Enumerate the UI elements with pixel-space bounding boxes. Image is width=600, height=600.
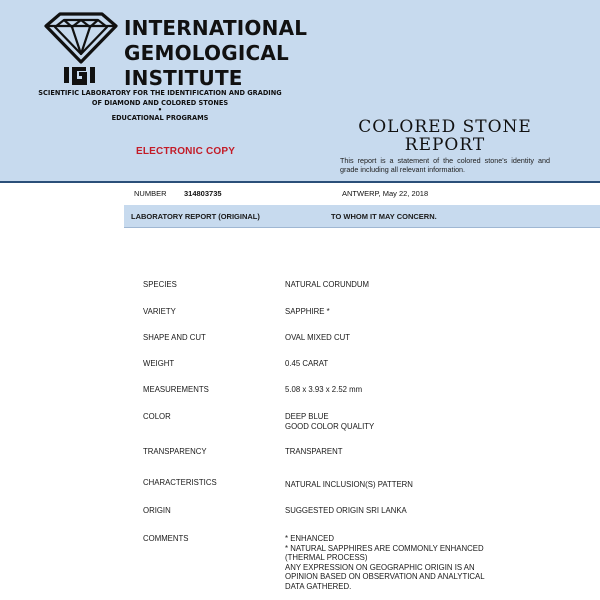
measurements-label: MEASUREMENTS	[143, 385, 209, 394]
measurements-value-line: 5.08 x 3.93 x 2.52 mm	[285, 385, 363, 394]
transparency-value-line: TRANSPARENT	[285, 447, 343, 456]
report-number-label: NUMBER	[134, 189, 167, 198]
report-meta-row	[124, 187, 600, 201]
variety-value-line: SAPPHIRE *	[285, 307, 330, 316]
characteristics-value	[285, 480, 413, 490]
institute-name-line: INTERNATIONAL	[124, 16, 308, 40]
report-title-line: REPORT	[404, 135, 486, 155]
variety-value	[285, 307, 330, 317]
report-place-date: ANTWERP, May 22, 2018	[342, 189, 429, 198]
copy-word: COPY	[203, 146, 236, 157]
tagline-line: SCIENTIFIC LABORATORY FOR THE IDENTIFICATION AND GRADING	[38, 89, 282, 97]
institute-name	[124, 16, 307, 91]
institute-tagline	[20, 88, 300, 123]
characteristics-label: CHARACTERISTICS	[143, 478, 217, 487]
report-number-value: 314803735	[184, 189, 222, 198]
transparency-label: TRANSPARENCY	[143, 447, 207, 456]
tagline-bullet: •	[157, 106, 163, 114]
comments-value-line: OPINION BASED ON OBSERVATION AND ANALYTICAL	[285, 572, 485, 581]
weight-value	[285, 359, 328, 369]
shape-and-cut-label: SHAPE AND CUT	[143, 333, 206, 342]
shape-and-cut-value-line: OVAL MIXED CUT	[285, 333, 350, 342]
comments-value	[285, 534, 485, 591]
report-title-line: COLORED STONE	[358, 117, 532, 137]
comments-value-line: (THERMAL PROCESS)	[285, 553, 368, 562]
lab-report-type: LABORATORY REPORT (ORIGINAL)	[131, 212, 260, 221]
comments-value-line: DATA GATHERED.	[285, 581, 352, 591]
measurements-value	[285, 385, 362, 395]
electronic-copy-label	[136, 146, 235, 157]
origin-value-line: SUGGESTED ORIGIN SRI LANKA	[285, 506, 407, 515]
weight-label: WEIGHT	[143, 359, 175, 368]
institute-name-line: GEMOLOGICAL	[124, 41, 289, 65]
lab-report-recipient: TO WHOM IT MAY CONCERN.	[331, 212, 437, 221]
origin-value	[285, 506, 407, 516]
comments-value-line: * NATURAL SAPPHIRES ARE COMMONLY ENHANCED	[285, 543, 484, 553]
report-title	[330, 118, 560, 154]
color-value-line: GOOD COLOR QUALITY	[285, 421, 375, 431]
weight-value-line: 0.45 CARAT	[285, 359, 329, 368]
species-value-line: NATURAL CORUNDUM	[285, 280, 370, 289]
header-divider	[0, 181, 600, 183]
species-value	[285, 280, 369, 290]
color-value	[285, 412, 374, 431]
electronic-word: ELECTRONIC	[136, 146, 203, 157]
tagline-line: EDUCATIONAL PROGRAMS	[111, 114, 209, 122]
comments-value-line: ANY EXPRESSION ON GEOGRAPHIC ORIGIN IS AN	[285, 562, 475, 572]
comments-value-line: * ENHANCED	[285, 534, 334, 543]
characteristics-value-line: NATURAL INCLUSION(S) PATTERN	[285, 480, 413, 489]
report-description: This report is a statement of the colored stone's identity and grade including all relevant information.	[340, 156, 550, 174]
transparency-value	[285, 447, 342, 457]
species-label: SPECIES	[143, 280, 177, 289]
variety-label: VARIETY	[143, 307, 176, 316]
tagline-line: OF DIAMOND AND COLORED STONES	[91, 99, 229, 107]
color-value-line: DEEP BLUE	[285, 412, 329, 421]
origin-label: ORIGIN	[143, 506, 171, 515]
color-label: COLOR	[143, 412, 171, 421]
comments-label: COMMENTS	[143, 534, 189, 543]
institute-name-line: INSTITUTE	[124, 66, 243, 90]
igi-diamond-logo-icon	[42, 12, 120, 86]
shape-and-cut-value	[285, 333, 350, 343]
laboratory-report-bar	[124, 205, 600, 228]
